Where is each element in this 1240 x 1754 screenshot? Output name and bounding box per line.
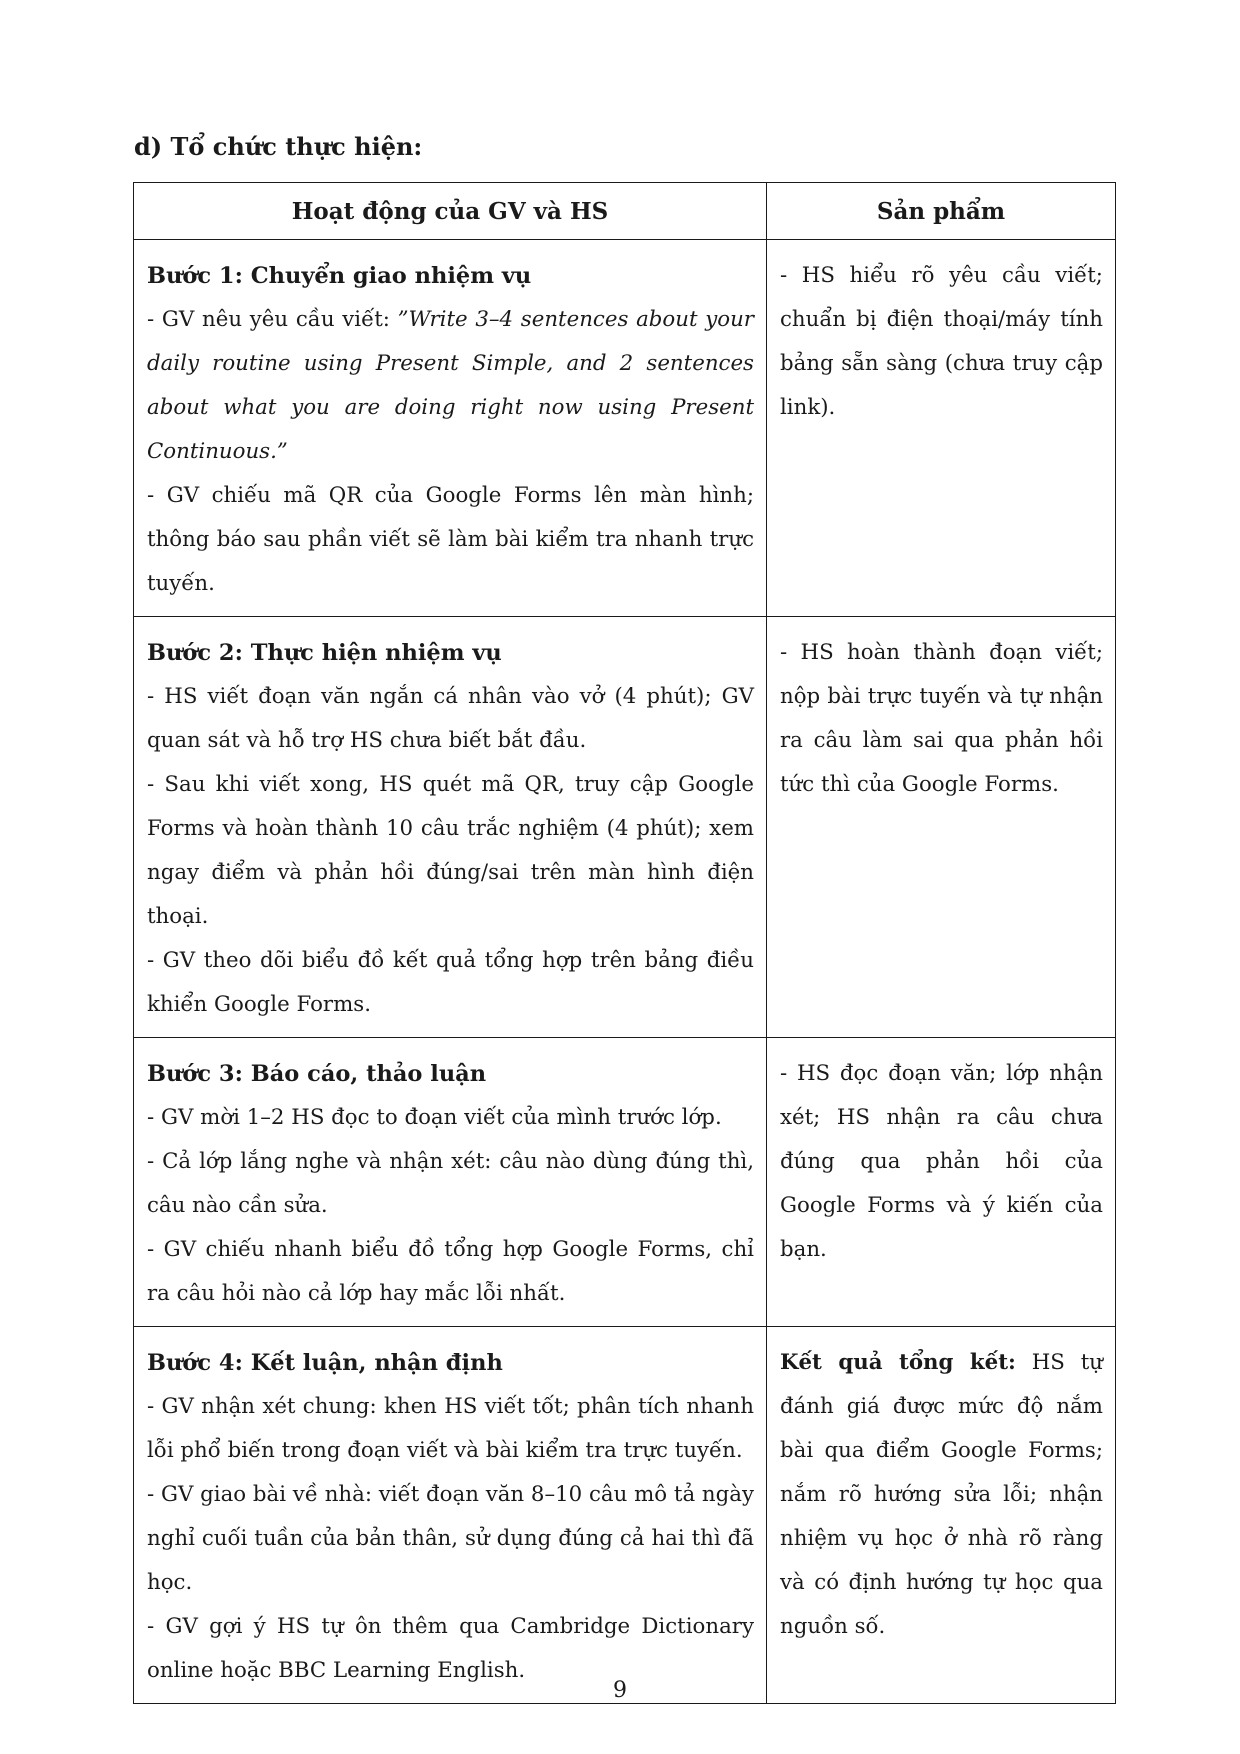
activity-item: - GV giao bài về nhà: viết đoạn văn 8–10 câu mô tả ngày nghỉ cuối tuần của bản thân, sử dụng đúng cả hai thì đã học. xyxy=(147,1482,754,1595)
table-row-step-2 xyxy=(134,617,1116,1038)
activity-item xyxy=(147,298,754,474)
section-heading: d) Tổ chức thực hiện: xyxy=(134,132,423,161)
page-number: 9 xyxy=(613,1678,627,1703)
activity-item: - GV chiếu nhanh biểu đồ tổng hợp Google Forms, chỉ ra câu hỏi nào cả lớp hay mắc lỗi nhất. xyxy=(147,1237,754,1306)
activity-item: - GV chiếu mã QR của Google Forms lên màn hình; thông báo sau phần viết sẽ làm bài kiểm tra nhanh trực tuyến. xyxy=(147,483,754,596)
header-product: Sản phẩm xyxy=(767,183,1116,240)
product-text: - HS đọc đoạn văn; lớp nhận xét; HS nhận ra câu chưa đúng qua phản hồi của Google Forms và ý kiến của bạn. xyxy=(780,1061,1103,1262)
table-row-step-4 xyxy=(134,1327,1116,1704)
writing-prompt: ”Write 3–4 sentences about your daily routine using Present Simple, and 2 sentences about what you are doing right now using Present Continuous.” xyxy=(147,307,754,464)
activity-table xyxy=(133,182,1116,1704)
activity-item: - GV nhận xét chung: khen HS viết tốt; phân tích nhanh lỗi phổ biến trong đoạn viết và bài kiểm tra trực tuyến. xyxy=(147,1394,754,1463)
activity-prefix: - GV nêu yêu cầu viết: xyxy=(147,307,398,332)
step-title: Bước 4: Kết luận, nhận định xyxy=(147,1350,503,1376)
product-cell xyxy=(767,617,1116,1038)
table-row-step-3 xyxy=(134,1038,1116,1327)
activity-item: - Sau khi viết xong, HS quét mã QR, truy cập Google Forms và hoàn thành 10 câu trắc nghiệm (4 phút); xem ngay điểm và phản hồi đúng/sai trên màn hình điện thoại. xyxy=(147,772,754,929)
activity-item: - GV mời 1–2 HS đọc to đoạn viết của mình trước lớp. xyxy=(147,1105,722,1130)
product-text: - HS hoàn thành đoạn viết; nộp bài trực tuyến và tự nhận ra câu làm sai qua phản hồi tức thì của Google Forms. xyxy=(780,640,1103,797)
activity-item: - Cả lớp lắng nghe và nhận xét: câu nào dùng đúng thì, câu nào cần sửa. xyxy=(147,1149,754,1218)
activity-item: - GV theo dõi biểu đồ kết quả tổng hợp trên bảng điều khiển Google Forms. xyxy=(147,948,754,1017)
activities-cell xyxy=(134,240,767,617)
activities-cell xyxy=(134,617,767,1038)
product-text xyxy=(780,1341,1103,1649)
table-header-row xyxy=(134,183,1116,240)
summary-text: HS tự đánh giá được mức độ nắm bài qua điểm Google Forms; nắm rõ hướng sửa lỗi; nhận nhiệm vụ học ở nhà rõ ràng và có định hướng tự học qua nguồn số. xyxy=(780,1350,1103,1639)
activities-cell xyxy=(134,1038,767,1327)
step-title: Bước 1: Chuyển giao nhiệm vụ xyxy=(147,263,532,289)
product-text: - HS hiểu rõ yêu cầu viết; chuẩn bị điện thoại/máy tính bảng sẵn sàng (chưa truy cập link). xyxy=(780,263,1103,420)
table-row-step-1 xyxy=(134,240,1116,617)
product-cell xyxy=(767,1038,1116,1327)
product-cell xyxy=(767,240,1116,617)
step-title: Bước 2: Thực hiện nhiệm vụ xyxy=(147,640,502,666)
summary-label: Kết quả tổng kết: xyxy=(780,1350,1016,1375)
activities-cell xyxy=(134,1327,767,1704)
header-activities: Hoạt động của GV và HS xyxy=(134,183,767,240)
product-cell xyxy=(767,1327,1116,1704)
activity-item: - GV gợi ý HS tự ôn thêm qua Cambridge Dictionary online hoặc BBC Learning English. xyxy=(147,1614,754,1683)
step-title: Bước 3: Báo cáo, thảo luận xyxy=(147,1061,487,1087)
activity-item: - HS viết đoạn văn ngắn cá nhân vào vở (4 phút); GV quan sát và hỗ trợ HS chưa biết bắt đầu. xyxy=(147,684,754,753)
